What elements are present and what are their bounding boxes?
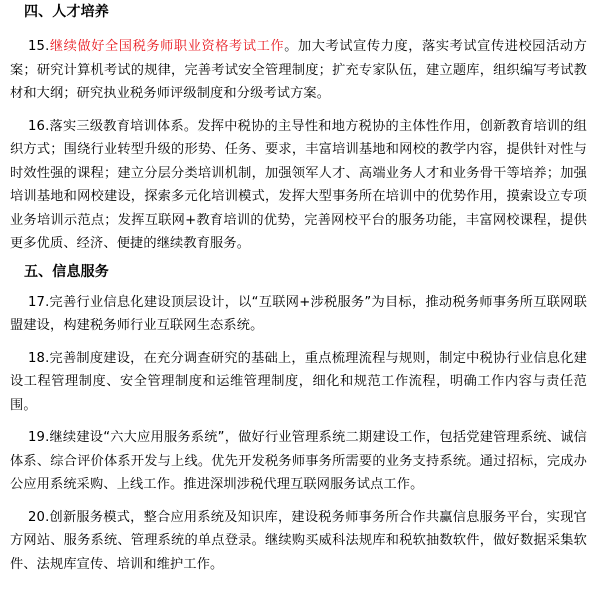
- section-heading-info-service: 五、信息服务: [24, 263, 109, 280]
- paragraph-15-body: 。加大考试宣传力度，落实考试宣传进校园活动方案；研究计算机考试的规律，完善考试安全管理制度；扩充专家队伍，建立题库，组织编写考试教材和大纲；研究执业税务师评级制度和分级考试方案。: [10, 39, 587, 101]
- paragraph-17: 17.完善行业信息化建设顶层设计，以“互联网+涉税服务”为目标，推动税务师事务所互联网联盟建设，构建税务师行业互联网生态系统。: [10, 294, 587, 333]
- paragraph-16: 16.落实三级教育培训体系。发挥中税协的主导性和地方税协的主体性作用，创新教育培训的组织方式；围绕行业转型升级的形势、任务、要求，丰富培训基地和网校的教学内容，提供针对性与时效性强的课程；建立分层分类培训机制，加强领军人才、高端业务人才和业务骨干等培养；加强培训基地和网校建设，探索多元化培训模式，发挥大型事务所在培训中的优势作用，摸索设立专项业务培训示范点；发挥互联网+教育培训的优势，完善网校平台的服务功能，丰富网校课程，提供更多优质、经济、便捷的继续教育服务。: [10, 118, 587, 251]
- paragraph-15-highlight: 继续做好全国税务师职业资格考试工作: [49, 39, 285, 54]
- paragraph-15-prefix: 15.: [28, 39, 50, 54]
- paragraph-18: 18.完善制度建设，在充分调查研究的基础上，重点梳理流程与规则，制定中税协行业信息化建设工程管理制度、安全管理制度和运维管理制度，细化和规范工作流程，明确工作内容与责任范围。: [10, 350, 587, 413]
- paragraph-20: 20.创新服务模式，整合应用系统及知识库，建设税务师事务所合作共赢信息服务平台，实现官方网站、服务系统、管理系统的单点登录。继续购买威科法规库和税软抽数软件，做好数据采集软件、法规库宣传、培训和维护工作。: [10, 509, 587, 572]
- section-heading-talent: 四、人才培养: [24, 4, 109, 20]
- paragraph-19: 19.继续建设“六大应用服务系统”，做好行业管理系统二期建设工作，包括党建管理系统、诚信体系、综合评价体系开发与上线。优先开发税务师事务所需要的业务支持系统。通过招标，完成办公应用系统采购、上线工作。推进深圳涉税代理互联网服务试点工作。: [10, 430, 587, 492]
- paragraph-15: [10, 35, 587, 106]
